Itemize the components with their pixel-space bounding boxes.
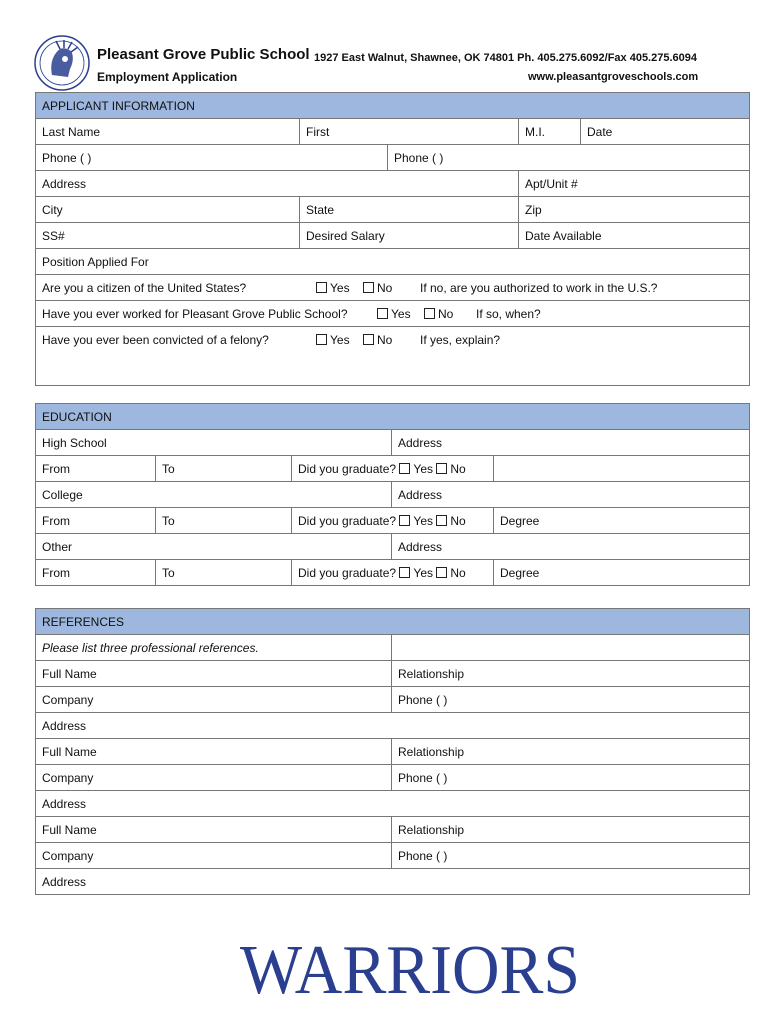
college-grad-no-checkbox[interactable] [436, 515, 447, 526]
other-grad-no-label: No [450, 565, 466, 580]
references-section [35, 608, 749, 895]
education-table [35, 403, 750, 586]
felony-yes-label: Yes [330, 333, 350, 347]
ref2-phone-field[interactable]: Phone ( ) [392, 765, 750, 791]
citizen-followup: If no, are you authorized to work in the U.S.? [420, 280, 658, 295]
felony-question-row [36, 327, 750, 386]
hs-grad-yes-label: Yes [413, 461, 433, 476]
other-address-field[interactable]: Address [392, 534, 750, 560]
ref1-address-field[interactable]: Address [36, 713, 750, 739]
other-grad-yes-checkbox[interactable] [399, 567, 410, 578]
citizen-no-checkbox[interactable] [363, 282, 374, 293]
ssn-field[interactable]: SS# [36, 223, 300, 249]
worked-yes-checkbox[interactable] [377, 308, 388, 319]
ref3-full-name-field[interactable]: Full Name [36, 817, 392, 843]
ref3-address-field[interactable]: Address [36, 869, 750, 895]
last-name-field[interactable]: Last Name [36, 119, 300, 145]
citizen-question-row [36, 275, 750, 301]
city-field[interactable]: City [36, 197, 300, 223]
college-address-field[interactable]: Address [392, 482, 750, 508]
education-section-heading: EDUCATION [36, 404, 750, 430]
ref2-address-field[interactable]: Address [36, 791, 750, 817]
felony-no-label: No [377, 333, 393, 347]
hs-grad-no-checkbox[interactable] [436, 463, 447, 474]
citizen-question: Are you a citizen of the United States? [42, 280, 247, 295]
address-field[interactable]: Address [36, 171, 519, 197]
ref2-company-field[interactable]: Company [36, 765, 392, 791]
graduate-question: Did you graduate? [298, 461, 397, 476]
mi-field[interactable]: M.I. [519, 119, 581, 145]
other-grad-yes-label: Yes [413, 565, 433, 580]
ref1-phone-field[interactable]: Phone ( ) [392, 687, 750, 713]
college-grad-yes-label: Yes [413, 513, 433, 528]
ref2-relationship-field[interactable]: Relationship [392, 739, 750, 765]
instruction-blank [392, 635, 750, 661]
citizen-no-label: No [377, 280, 393, 295]
school-logo [34, 35, 90, 91]
felony-no-checkbox[interactable] [363, 334, 374, 345]
apt-unit-field[interactable]: Apt/Unit # [519, 171, 750, 197]
education-section [35, 403, 749, 586]
college-to-field[interactable]: To [156, 508, 292, 534]
hs-grad-yes-checkbox[interactable] [399, 463, 410, 474]
warriors-logo [240, 925, 580, 1003]
other-school-field[interactable]: Other [36, 534, 392, 560]
high-school-blank[interactable] [494, 456, 750, 482]
ref1-full-name-field[interactable]: Full Name [36, 661, 392, 687]
graduate-question: Did you graduate? [298, 513, 397, 528]
college-grad-yes-checkbox[interactable] [399, 515, 410, 526]
other-degree-field[interactable]: Degree [494, 560, 750, 586]
applicant-section-heading: APPLICANT INFORMATION [36, 93, 750, 119]
worked-yes-label: Yes [391, 306, 411, 321]
date-field[interactable]: Date [581, 119, 750, 145]
applicant-table [35, 92, 750, 386]
college-grad-no-label: No [450, 513, 466, 528]
desired-salary-field[interactable]: Desired Salary [300, 223, 519, 249]
worked-followup: If so, when? [476, 306, 541, 321]
felony-question: Have you ever been convicted of a felony? [42, 333, 269, 347]
graduate-question: Did you graduate? [298, 565, 397, 580]
phone-field-2[interactable]: Phone ( ) [388, 145, 750, 171]
phone-field-1[interactable]: Phone ( ) [36, 145, 388, 171]
high-school-field[interactable]: High School [36, 430, 392, 456]
felony-yes-checkbox[interactable] [316, 334, 327, 345]
felony-followup: If yes, explain? [420, 333, 501, 347]
school-website: www.pleasantgroveschools.com [528, 71, 699, 83]
worked-no-checkbox[interactable] [424, 308, 435, 319]
ref2-full-name-field[interactable]: Full Name [36, 739, 392, 765]
other-from-field[interactable]: From [36, 560, 156, 586]
first-name-field[interactable]: First [300, 119, 519, 145]
form-title: Employment Application [97, 70, 238, 84]
college-graduate [292, 508, 494, 534]
references-section-heading: REFERENCES [36, 609, 750, 635]
hs-grad-no-label: No [450, 461, 466, 476]
college-from-field[interactable]: From [36, 508, 156, 534]
references-table [35, 608, 750, 895]
date-available-field[interactable]: Date Available [519, 223, 750, 249]
school-address: 1927 East Walnut, Shawnee, OK 74801 Ph. 405.275.6092/Fax 405.275.6094 [314, 52, 697, 64]
high-school-from-field[interactable]: From [36, 456, 156, 482]
references-instruction: Please list three professional references. [36, 635, 392, 661]
school-name: Pleasant Grove Public School [97, 46, 310, 63]
high-school-to-field[interactable]: To [156, 456, 292, 482]
worked-question: Have you ever worked for Pleasant Grove Public School? [42, 306, 348, 321]
other-to-field[interactable]: To [156, 560, 292, 586]
high-school-graduate [292, 456, 494, 482]
other-graduate [292, 560, 494, 586]
zip-field[interactable]: Zip [519, 197, 750, 223]
worked-question-row [36, 301, 750, 327]
citizen-yes-label: Yes [330, 280, 350, 295]
college-field[interactable]: College [36, 482, 392, 508]
college-degree-field[interactable]: Degree [494, 508, 750, 534]
ref3-phone-field[interactable]: Phone ( ) [392, 843, 750, 869]
position-applied-field[interactable]: Position Applied For [36, 249, 750, 275]
ref3-relationship-field[interactable]: Relationship [392, 817, 750, 843]
state-field[interactable]: State [300, 197, 519, 223]
ref1-relationship-field[interactable]: Relationship [392, 661, 750, 687]
high-school-address-field[interactable]: Address [392, 430, 750, 456]
ref1-company-field[interactable]: Company [36, 687, 392, 713]
warriors-logo-text: WARRIORS [240, 932, 580, 1003]
other-grad-no-checkbox[interactable] [436, 567, 447, 578]
citizen-yes-checkbox[interactable] [316, 282, 327, 293]
ref3-company-field[interactable]: Company [36, 843, 392, 869]
applicant-section [35, 92, 749, 386]
worked-no-label: No [438, 306, 454, 321]
